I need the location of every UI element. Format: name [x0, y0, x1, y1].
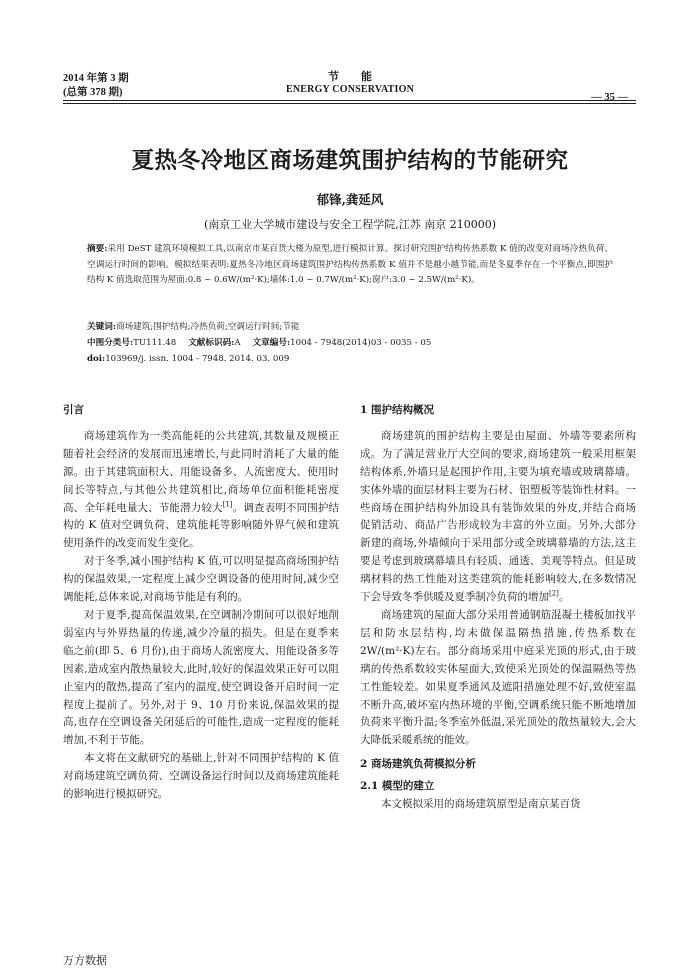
citation-2: [2] [549, 589, 559, 598]
page-number: — 35 — [591, 92, 628, 103]
intro-paragraph-2: 对于冬季,减小围护结构 K 值,可以明显提高商场围护结构的保温效果,一定程度上减少空调设备的使用时间,减少空调能耗,总体来说,对商场节能是有利的。 [63, 555, 339, 604]
intro-p1-part-a: 商场建筑作为一类高能耗的公共建筑,其数量及规模正随着社会经济的发展而迅速增长,与此同时消耗了大量的能源。由于其建筑面积大、用能设备多、人流密度大、使用时间长等特点,与其他公共建筑相比,商场单位面积能耗密度高、全年耗电量大、节能潜力较大 [63, 429, 339, 514]
article-authors: 郁锋,龚延风 [316, 192, 384, 207]
right-column [360, 402, 636, 814]
header-rule-bottom [63, 103, 636, 104]
doccode-label: 文献标识码: [188, 338, 235, 348]
doccode-value: A [234, 338, 241, 348]
journal-name-cn: 节 能 [328, 70, 372, 83]
header-rule-top [63, 100, 636, 101]
doi-line [87, 352, 613, 368]
classification-line [87, 336, 613, 352]
citation-1: [1] [222, 500, 233, 509]
intro-paragraph-1 [63, 428, 339, 553]
keywords-line [87, 320, 613, 336]
total-issue-number: (总第 378 期) [63, 87, 123, 98]
subsection21-paragraph-1: 本文模拟采用的商场建筑原型是南京某百货 [381, 798, 581, 811]
issue-number: 2014 年第 3 期 [63, 73, 129, 84]
doi-label: doi: [87, 354, 106, 364]
s1-p1-text: 商场建筑的围护结构主要是由屋面、外墙等要素所构成。为了满足营业厅大空间的要求,商场建筑一般采用框架结构体系,外墙只是起围护作用,主要为填充墙或玻璃幕墙。实体外墙的面层材料主要为石材、铝塑板等装饰性材料。一些商场在围护结构外加设具有装饰效果的外皮,并结合商场促销活动、商品广告形成较为丰富的外立面。另外,大部分新建的商场,外墙倾向于采用部分或全玻璃幕墙的方法,这主要是考虑到玻璃幕墙具有轻质、通透、美观等特点。但是玻璃材料的热工性能对这类建筑的能耗影响较大,在多数情况下会导致冬季供暖及夏季制冷负荷的增加 [360, 429, 636, 604]
intro-paragraph-3: 对于夏季,提高保温效果,在空调制冷期间可以很好地削弱室内与外界热量的传递,减少冷量的损失。但是在夏季来临之前(即 5、6 月份),由于商场人流密度大、用能设备多等因素,造成室内散热量较大,此时,较好的保温效果正好可以阻止室内的散热,提高了室内的温度,使空调设备开启时间一定程度上提前了。另外,对于 9、10 月份来说,保温效果的提高,也存在空调设备关闭延后的可能性,造成一定程度的能耗增加,不利于节能。 [63, 608, 339, 747]
articleno-value: 1004 - 7948(2014)03 - 0035 - 05 [290, 338, 432, 348]
abstract-label: 摘要: [87, 244, 108, 254]
section1-paragraph-2: 商场建筑的屋面大部分采用普通钢筋混凝土楼板加找平层和防水层结构,均未做保温隔热措施,传热系数在 2W/(m²·K)左右。部分商场采用中庭采光顶的形式,由于玻璃的传热系数较实体屋面大,致使采光顶处的保温隔热等热工性能较差。如果夏季通风及遮阳措施处理不好,致使室温不断升高,破坏室内热环境的平衡,空调系统只能不断地增加负荷来平衡升温;冬季室外低温,采光顶处的散热量较大,会大大降低采暖系统的能效。 [360, 608, 636, 747]
abstract [87, 242, 613, 289]
section-heading-1: 1 围护结构概况 [360, 404, 434, 416]
clc-value: TU111.48 [133, 338, 177, 348]
articleno-label: 文章编号: [252, 338, 291, 348]
watermark-text: 万方数据 [63, 955, 107, 967]
intro-p1-part-b: 。调查表明不同围护结构的 K 值对空调负荷、建筑能耗等影响随外界气候和建筑使用条件的改变而发生变化。 [63, 501, 340, 550]
author-affiliation: (南京工业大学城市建设与安全工程学院,江苏 南京 210000) [203, 218, 497, 231]
section1-paragraph-1 [360, 428, 636, 607]
doi-value: 103969/j. issn. 1004 - 7948. 2014. 03. 009 [105, 354, 290, 364]
s1-p1-end: 。 [558, 591, 570, 604]
left-column [63, 402, 339, 804]
keywords-label: 关键词: [87, 322, 116, 332]
intro-paragraph-4: 本文将在文献研究的基础上,针对不同围护结构的 K 值对商场建筑空调负荷、空调设备运行时间以及商场建筑能耗的影响进行模拟研究。 [63, 752, 339, 801]
keywords: 商场建筑;围护结构;冷热负荷;空调运行时间;节能 [115, 322, 300, 332]
section-heading-2: 2 商场建筑负荷模拟分析 [360, 758, 476, 771]
section-heading-intro: 引言 [63, 404, 84, 416]
abstract-text: 采用 DeST 建筑环境模拟工具,以南京市某百货大楼为原型,进行模拟计算。探讨研究围护结构传热系数 K 值的改变对商场冷热负荷、空调运行时间的影响。模拟结果表明:夏热冬冷地区商场建筑围护结构传热系数 K 值并不是越小越节能,而是冬夏季存在一个平衡点,即围护结构 K 值选取范围为屋面:0.8 ~ 0.6W/(m²·K);墙体:1.0 ~ 0.7W/(m²·K);窗户:3.0 ~ 2.5W/(m²·K)。 [87, 244, 613, 286]
journal-name-en: ENERGY CONSERVATION [285, 84, 414, 95]
clc-label: 中图分类号: [87, 338, 134, 348]
article-title: 夏热冬冷地区商场建筑围护结构的节能研究 [131, 148, 569, 174]
subsection-heading-2-1: 2.1 模型的建立 [360, 780, 435, 793]
